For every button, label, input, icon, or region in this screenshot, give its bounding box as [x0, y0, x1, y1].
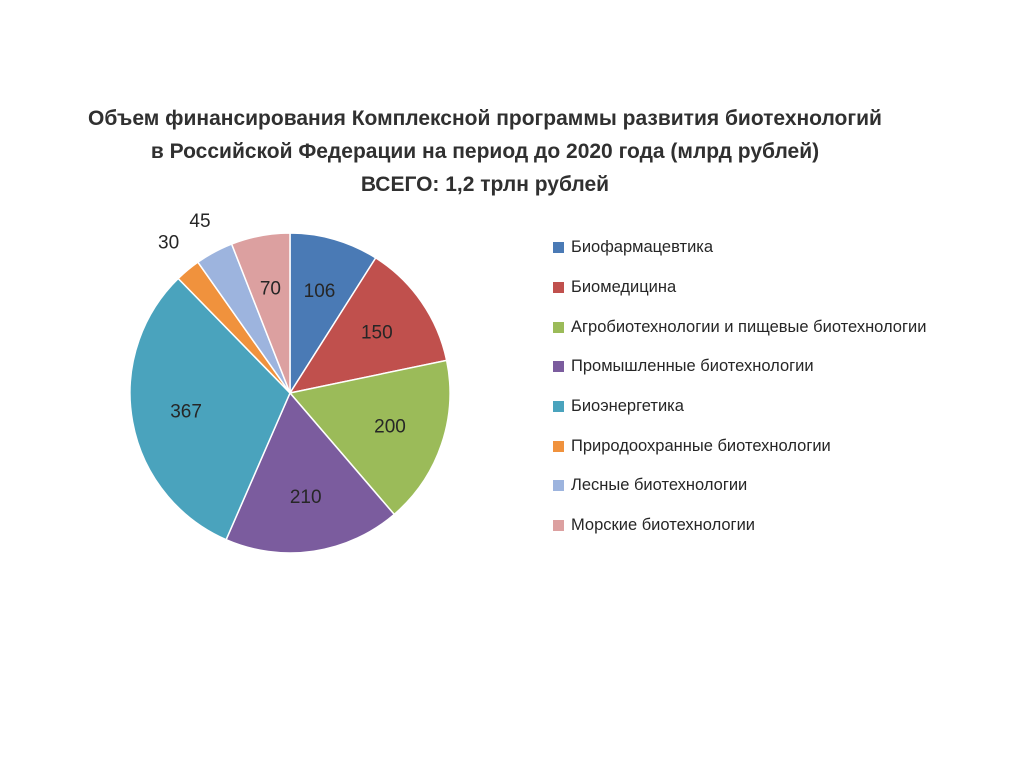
- legend-item-agro-food: [553, 307, 926, 347]
- legend-swatch: [553, 480, 564, 491]
- chart-title-line-1: Объем финансирования Комплексной программы развития биотехнологий: [88, 107, 882, 130]
- legend-swatch: [553, 282, 564, 293]
- data-label-forest: 45: [189, 211, 211, 233]
- data-label-agro-food: 200: [374, 416, 406, 438]
- legend-swatch: [553, 401, 564, 412]
- legend-swatch: [553, 322, 564, 333]
- legend-item-environmental: [553, 426, 926, 466]
- legend-item-industrial: [553, 347, 926, 387]
- data-label-marine: 70: [259, 278, 281, 300]
- chart-title-line-2: в Российской Федерации на период до 2020 года (млрд рублей): [150, 140, 820, 163]
- legend-label: Биомедицина: [571, 278, 677, 297]
- legend-label: Биоэнергетика: [571, 397, 684, 416]
- legend-item-biomedicine: [553, 268, 926, 308]
- legend-swatch: [553, 441, 564, 452]
- legend-item-bioenergy: [553, 387, 926, 427]
- chart-subtitle: ВСЕГО: 1,2 трлн рублей: [360, 173, 610, 196]
- legend-label: Агробиотехнологии и пищевые биотехнологии: [571, 317, 927, 336]
- legend-label: Биофармацевтика: [571, 238, 714, 257]
- legend-label: Промышленные биотехнологии: [571, 357, 814, 376]
- legend-swatch: [553, 520, 564, 531]
- data-label-biomedicine: 150: [360, 322, 393, 344]
- legend-label: Морские биотехнологии: [571, 516, 756, 535]
- data-label-industrial: 210: [289, 486, 322, 508]
- legend-swatch: [553, 242, 564, 253]
- legend-label: Лесные биотехнологии: [571, 476, 748, 495]
- legend-item-marine: [553, 506, 926, 546]
- legend-item-biopharma: [553, 228, 926, 268]
- data-label-biopharma: 106: [303, 281, 336, 303]
- legend-label: Природоохранные биотехнологии: [571, 436, 831, 455]
- data-label-environmental: 30: [158, 232, 180, 254]
- chart-legend: [553, 228, 926, 546]
- legend-swatch: [553, 361, 564, 372]
- legend-item-forest: [553, 466, 926, 506]
- data-label-bioenergy: 367: [170, 401, 202, 423]
